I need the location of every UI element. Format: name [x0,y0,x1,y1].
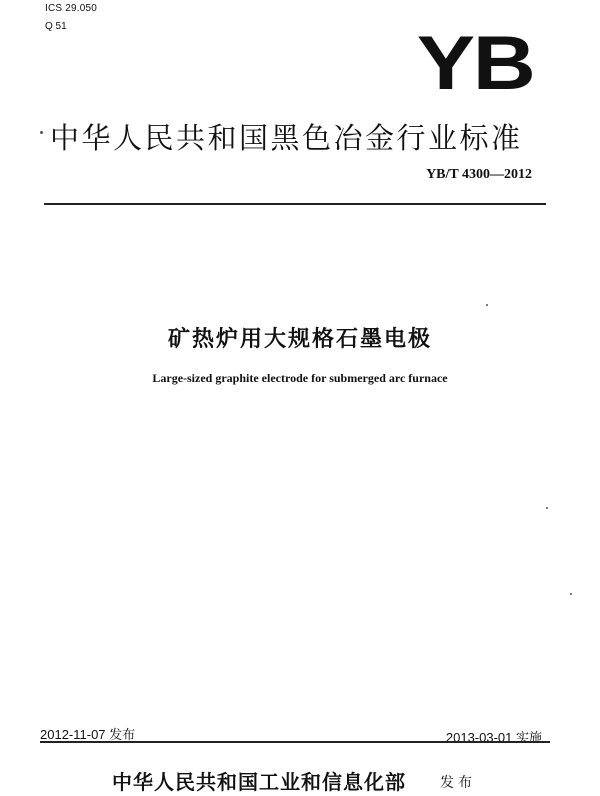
scan-speck [546,507,548,509]
footer-divider [40,741,550,743]
issuing-authority: 中华人民共和国工业和信息化部 [112,770,406,794]
header-divider [44,203,546,205]
implementation-date: 2013-03-01 实施 [445,730,542,745]
ccs-code: Q 51 [45,21,67,32]
yb-logo: YB [417,21,534,106]
scan-speck [486,304,488,306]
document-title-english: Large-sized graphite electrode for submerged arc furnace [152,371,448,385]
issue-date: 2012-11-07 发布 [40,727,136,742]
issue-label: 发布 [440,775,476,791]
scan-speck [570,593,572,595]
scan-speck [40,131,43,134]
document-title-chinese: 矿热炉用大规格石墨电极 [167,327,432,352]
standard-category-title: 中华人民共和国黑色冶金行业标准 [50,121,523,155]
standard-number: YB/T 4300—2012 [426,167,532,182]
ics-code: ICS 29.050 [45,3,98,14]
